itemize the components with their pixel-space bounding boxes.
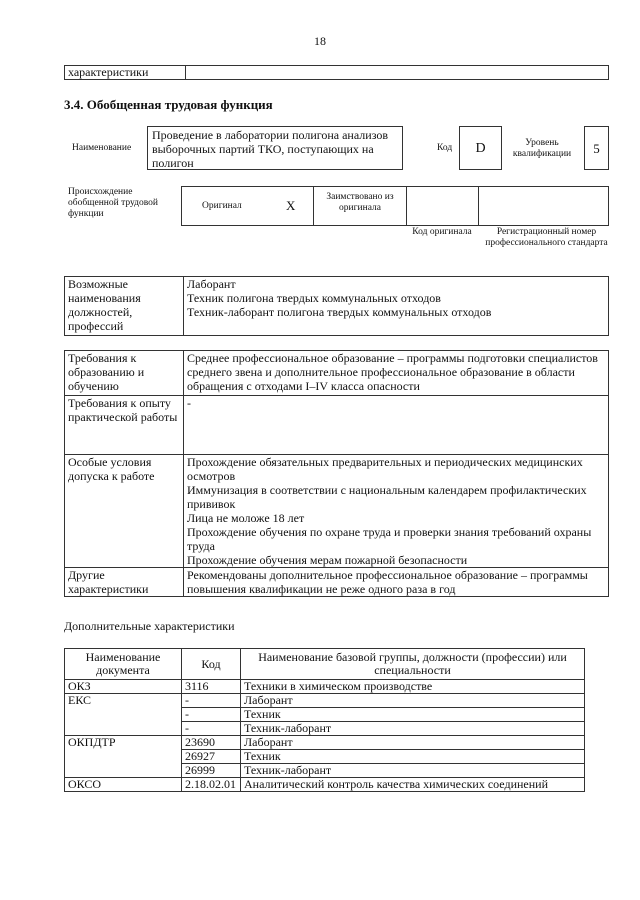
original-mark: X — [283, 187, 314, 226]
title-cell: Аналитический контроль качества химических соединений — [241, 778, 585, 792]
additional-table — [64, 648, 585, 792]
positions-table — [64, 276, 609, 336]
doc-cell: ЕКС — [65, 694, 182, 736]
header-cell: Наименование базовой группы, должности (профессии) или специальности — [241, 649, 585, 680]
position-item: Лаборант — [187, 277, 236, 291]
code-cell: 26927 — [182, 750, 241, 764]
original-label: Оригинал — [182, 187, 284, 226]
req-value: Рекомендованы дополнительное профессиональное образование – программы повышения квалификации не реже одного раза в год — [184, 568, 609, 597]
code-cell: - — [182, 722, 241, 736]
title-cell: Лаборант — [241, 694, 585, 708]
req-line: Прохождение обучения по охране труда и проверки знания требований охраны труда — [187, 525, 592, 553]
req-line: Иммунизация в соответствии с национальным календарем профилактических прививок — [187, 483, 587, 511]
header-cell: Наименование документа — [65, 649, 182, 680]
code-cell: 26999 — [182, 764, 241, 778]
page-number: 18 — [314, 34, 326, 48]
level-label: Уровень квалификации — [512, 138, 572, 159]
positions-label: Возможные наименования должностей, профессий — [65, 277, 184, 336]
position-item: Техник-лаборант полигона твердых коммунальных отходов — [187, 305, 492, 319]
code-cell: 3116 — [182, 680, 241, 694]
req-value — [184, 455, 609, 568]
req-value: Среднее профессиональное образование – программы подготовки специалистов среднего звена и дополнительное профессиональное образование в области обращения с отходами I–IV класса опасности — [184, 351, 609, 396]
function-name-box: Проведение в лаборатории полигона анализов выборочных партий ТКО, поступающих на полигон — [147, 126, 403, 170]
code-label: Код — [437, 143, 453, 153]
continuation-value — [186, 66, 609, 80]
additional-title: Дополнительные характеристики — [64, 619, 235, 633]
origin-label: Происхождение обобщенной трудовой функции — [68, 187, 158, 219]
level-value-box: 5 — [584, 126, 609, 170]
positions-values — [184, 277, 609, 336]
table-row — [65, 736, 585, 750]
req-line: Лица не моложе 18 лет — [187, 511, 305, 525]
doc-cell: ОКСО — [65, 778, 182, 792]
reg-caption: Регистрационный номер профессионального стандарта — [485, 227, 608, 248]
section-title: 3.4. Обобщенная трудовая функция — [64, 97, 273, 112]
doc-cell: ОКПДТР — [65, 736, 182, 778]
continuation-table — [64, 65, 609, 80]
title-cell: Техник — [241, 708, 585, 722]
reg-number-cell — [479, 187, 609, 226]
header-cell: Код — [182, 649, 241, 680]
req-label: Особые условия допуска к работе — [65, 455, 184, 568]
position-item: Техник полигона твердых коммунальных отходов — [187, 291, 441, 305]
title-cell: Лаборант — [241, 736, 585, 750]
code-cell: - — [182, 694, 241, 708]
doc-cell: ОКЗ — [65, 680, 182, 694]
code-value-box: D — [459, 126, 502, 170]
req-line: Прохождение обучения мерам пожарной безопасности — [187, 553, 468, 567]
table-row — [65, 778, 585, 792]
table-row — [65, 694, 585, 708]
title-cell: Техник — [241, 750, 585, 764]
continuation-label: характеристики — [65, 66, 186, 80]
title-cell: Техники в химическом производстве — [241, 680, 585, 694]
code-cell: - — [182, 708, 241, 722]
req-label: Требования к образованию и обучению — [65, 351, 184, 396]
req-label: Требования к опыту практической работы — [65, 396, 184, 455]
origin-table — [181, 186, 609, 226]
req-line: Прохождение обязательных предварительных и периодических медицинских осмотров — [187, 455, 583, 483]
original-code-cell — [407, 187, 479, 226]
code-caption: Код оригинала — [412, 227, 472, 237]
code-cell: 23690 — [182, 736, 241, 750]
title-cell: Техник-лаборант — [241, 764, 585, 778]
title-cell: Техник-лаборант — [241, 722, 585, 736]
borrowed-label: Заимствовано из оригинала — [314, 187, 407, 226]
requirements-table — [64, 350, 609, 597]
code-cell: 2.18.02.01 — [182, 778, 241, 792]
table-row — [65, 680, 585, 694]
req-label: Другие характеристики — [65, 568, 184, 597]
req-value: - — [184, 396, 609, 455]
name-label: Наименование — [72, 143, 132, 153]
